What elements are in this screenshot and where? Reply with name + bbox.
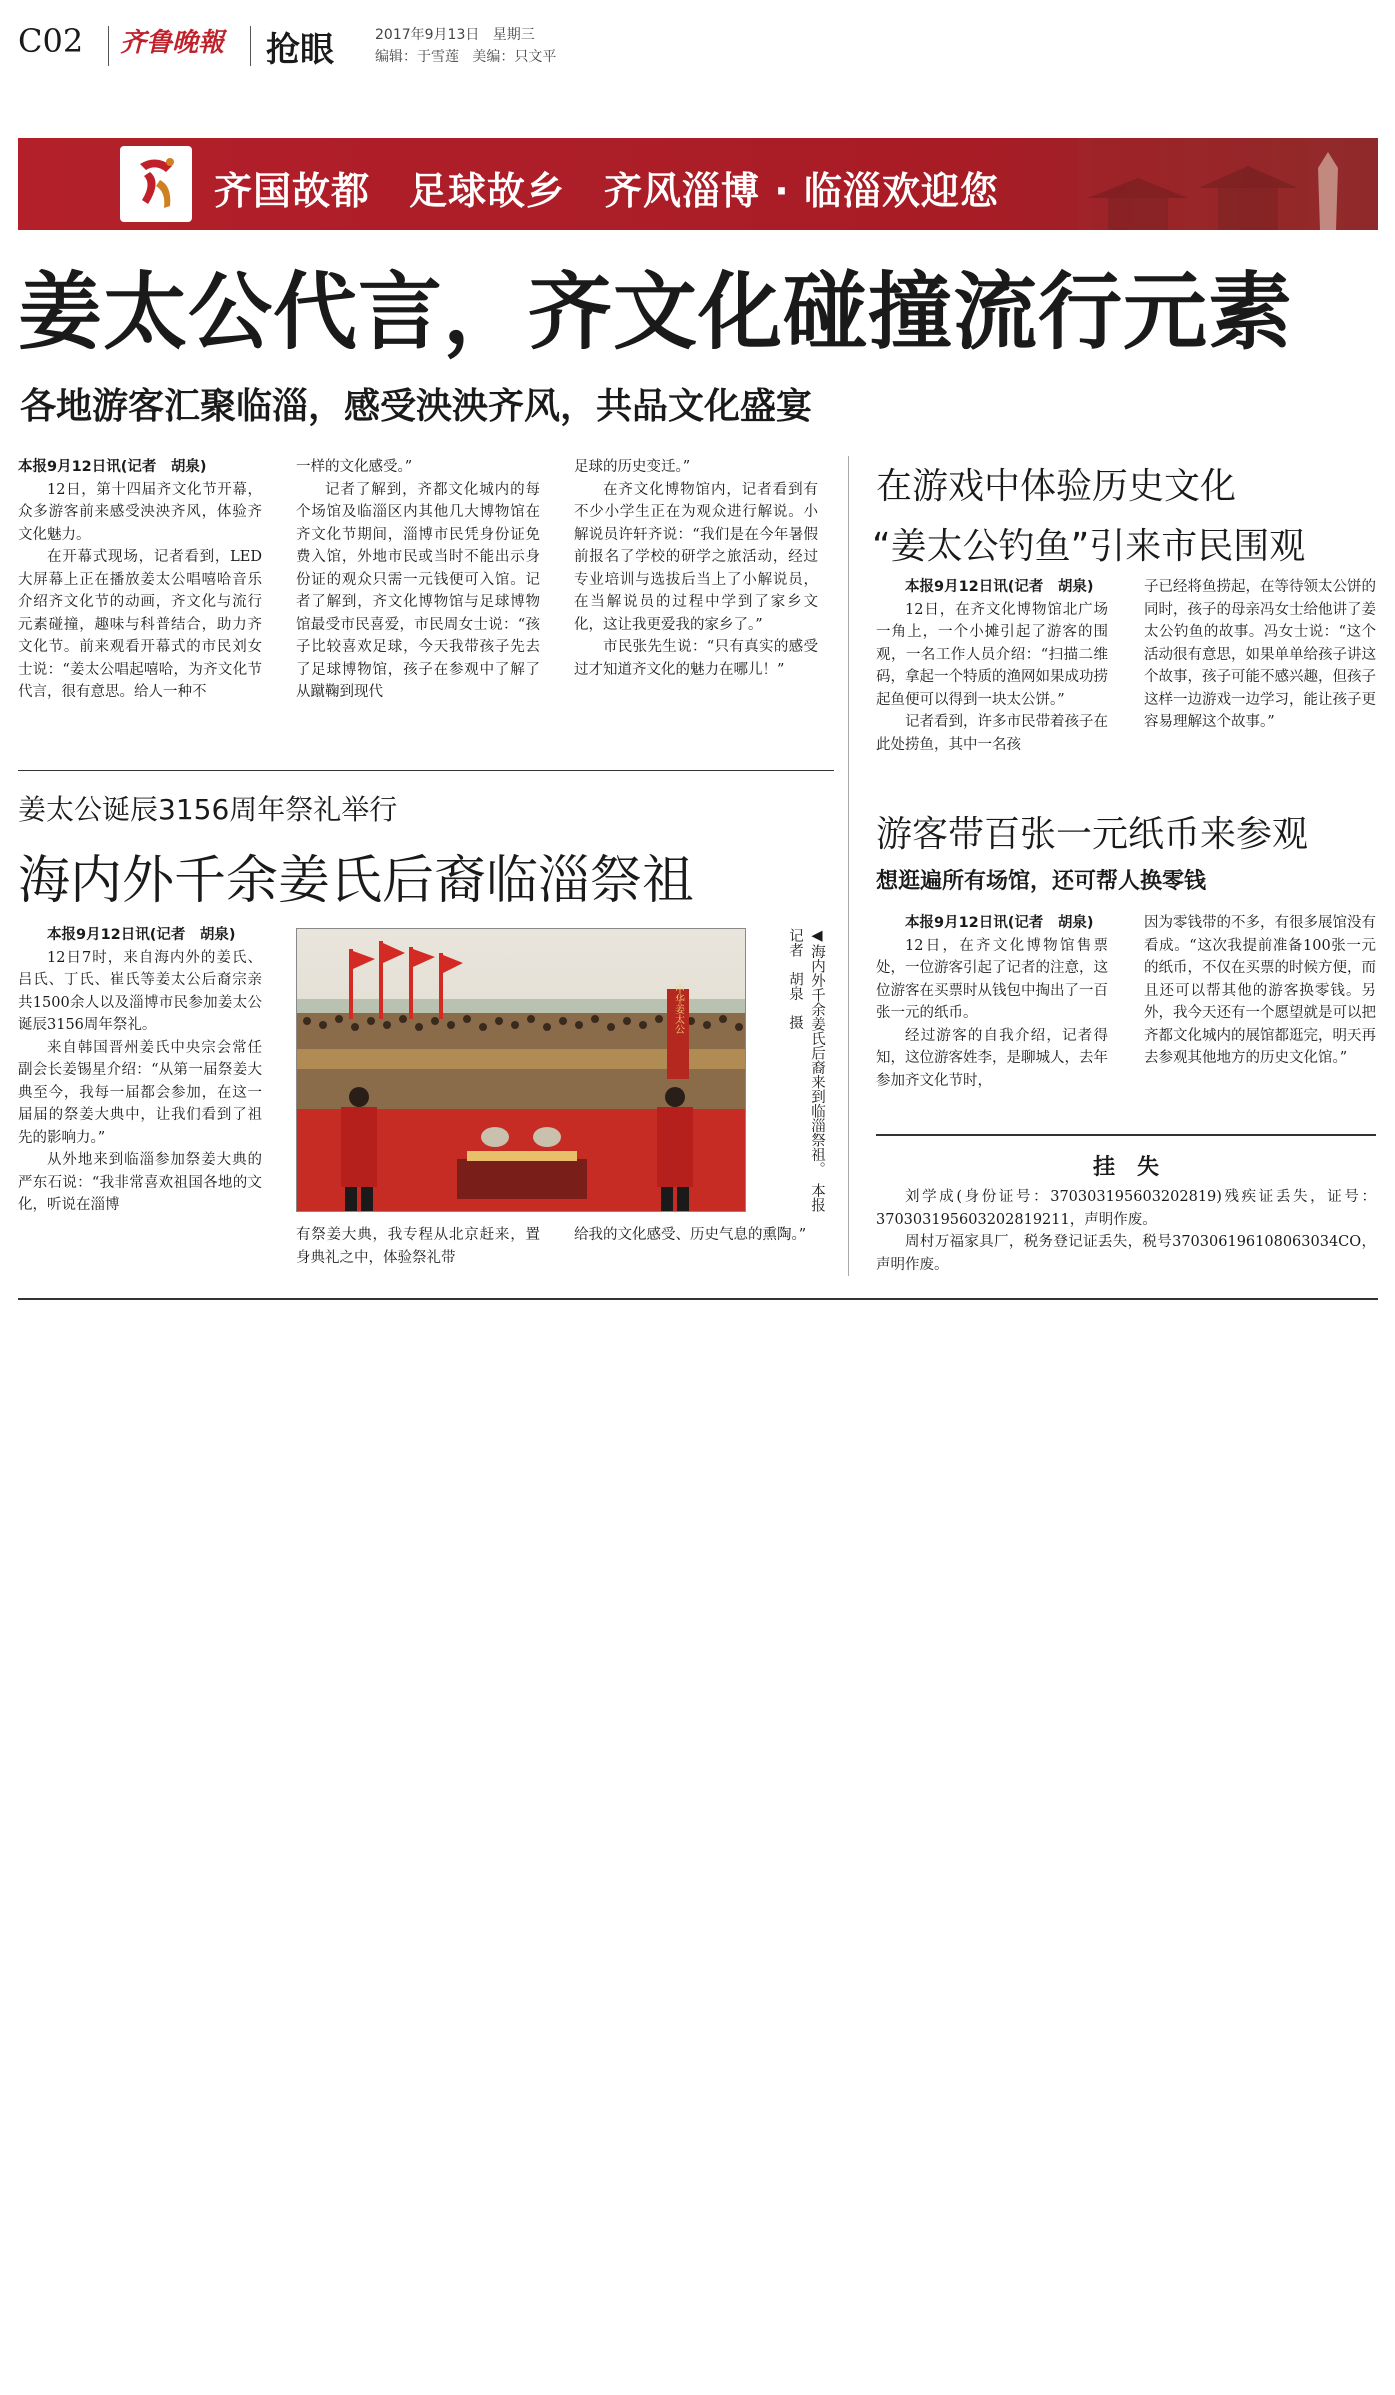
photo-caption: ◀海内外千余姜氏后裔来到临淄祭祖。 本报记者 胡泉 摄 <box>787 928 825 1213</box>
fishing-story-col-2 <box>1144 576 1376 734</box>
ritual-photo <box>296 928 746 1212</box>
paragraph: 12日，第十四届齐文化节开幕，众多游客前来感受泱泱齐风，体验齐文化魅力。 <box>18 481 262 543</box>
paragraph: 给我的文化感受、历史气息的熏陶。” <box>574 1227 807 1243</box>
paragraph: 因为零钱带的不多，有很多展馆没有看成。“这次我提前准备100张一元的纸币，不仅在买票的时候方便，而且还可以帮其他的游客换零钱。另外，我今天还有一个愿望就是可以把齐都文化城内的展馆都逛完，明天再去参观其他地方的历史文化馆。” <box>1144 915 1376 1066</box>
paragraph: 经过游客的自我介绍，记者得知，这位游客姓李，是聊城人，去年参加齐文化节时， <box>876 1027 1108 1089</box>
paragraph: 在齐文化博物馆内，记者看到有不少小学生正在为观众进行解说。小解说员许轩齐说：“我们是在今年暑假前报名了学校的研学之旅活动，经过专业培训与选拔后当上了小解说员，在当解说员的过程中学到了家乡文化，这让我更爱我的家乡了。” <box>574 481 818 633</box>
coins-subheadline: 想逛遍所有场馆，还可帮人换零钱 <box>876 869 1207 894</box>
ritual-byline: 本报9月12日讯(记者 胡泉) <box>47 927 236 943</box>
editor-credits <box>375 46 556 66</box>
page-bottom-rule <box>18 1298 1378 1300</box>
coins-byline: 本报9月12日讯(记者 胡泉) <box>905 915 1094 931</box>
promo-banner <box>18 138 1378 230</box>
coins-story-col-1 <box>876 912 1108 1092</box>
fishing-byline: 本报9月12日讯(记者 胡泉) <box>905 579 1094 595</box>
paragraph: 足球的历史变迁。” <box>574 459 691 475</box>
issue-date <box>375 24 535 44</box>
banner-text: 齐国故都 足球故乡 齐风淄博 · 临淄欢迎您 <box>214 169 999 213</box>
masthead-divider <box>108 26 109 66</box>
main-story-col-3 <box>574 456 818 681</box>
fishing-story-col-1 <box>876 576 1108 756</box>
main-subheadline: 各地游客汇聚临淄，感受泱泱齐风，共品文化盛宴 <box>20 386 813 427</box>
paragraph: 12日，在齐文化博物馆北广场一角上，一个小摊引起了游客的围观，一名工作人员介绍：“扫描二维码，拿起一个特质的渔网如果成功捞起鱼便可以得到一块太公饼。” <box>876 601 1108 708</box>
page-number: C02 <box>18 22 84 60</box>
banner-skyline-decoration <box>1078 138 1378 230</box>
section-divider <box>18 770 834 771</box>
section-name: 抢眼 <box>266 30 334 70</box>
ritual-headline: 海内外千余姜氏后裔临淄祭祖 <box>18 851 695 911</box>
masthead-divider <box>250 26 251 66</box>
column-divider <box>848 456 849 1276</box>
notice-item: 刘学成(身份证号：370303195603202819)残疾证丢失，证号：370303195603202819211，声明作废。 <box>876 1189 1376 1228</box>
coins-headline: 游客带百张一元纸币来参观 <box>876 814 1309 855</box>
date: 2017年9月13日 <box>375 27 480 43</box>
main-byline: 本报9月12日讯(记者 胡泉) <box>18 459 207 475</box>
notice-divider <box>876 1134 1376 1136</box>
qi-logo-icon <box>120 146 192 222</box>
main-headline: 姜太公代言，齐文化碰撞流行元素 <box>18 263 1294 361</box>
paper-name: 齐鲁晚報 <box>120 28 225 58</box>
paragraph: 来自韩国晋州姜氏中央宗会常任副会长姜锡星介绍：“从第一届祭姜大典至今，我每一届都会参加，在这一届届的祭姜大典中，让我们看到了祖先的影响力。” <box>18 1039 262 1146</box>
lost-notice-title: 挂 失 <box>1092 1155 1159 1180</box>
paragraph: 记者看到，许多市民带着孩子在此处捞鱼，其中一名孩 <box>876 714 1108 753</box>
ritual-story-col-1 <box>18 924 262 1217</box>
paragraph: 有祭姜大典，我专程从北京赶来，置身典礼之中，体验祭礼带 <box>296 1227 540 1266</box>
lost-notice-body <box>876 1186 1376 1276</box>
ceremony-banner-text: 中华姜太公 <box>672 984 684 1034</box>
ritual-story-col-3 <box>574 1224 818 1247</box>
fishing-headline-2: “姜太公钓鱼”引来市民围观 <box>872 526 1306 567</box>
paragraph: 12日，在齐文化博物馆售票处，一位游客引起了记者的注意，这位游客在买票时从钱包中掏出了一百张一元的纸币。 <box>876 937 1108 1021</box>
ritual-kicker: 姜太公诞辰3156周年祭礼举行 <box>18 793 398 826</box>
fishing-headline-1: 在游戏中体验历史文化 <box>876 466 1237 507</box>
notice-item: 周村万福家具厂，税务登记证丢失，税号370306196108063034CO，声明作废。 <box>876 1234 1376 1273</box>
weekday: 星期三 <box>492 27 535 43</box>
paragraph: 记者了解到，齐都文化城内的每个场馆及临淄区内其他几大博物馆在齐文化节期间，淄博市民凭身份证免费入馆，外地市民或当时不能出示身份证的观众只需一元钱便可入馆。记者了解到，齐文化博物馆与足球博物馆最受市民喜爱，市民周女士说：“孩子比较喜欢足球，今天我带孩子先去了足球博物馆，孩子在参观中了解了从蹴鞠到现代 <box>296 481 540 700</box>
editor: 编辑：于雪莲 <box>375 49 459 65</box>
paragraph: 一样的文化感受。” <box>296 459 413 475</box>
paragraph: 子已经将鱼捞起，在等待领太公饼的同时，孩子的母亲冯女士给他讲了姜太公钓鱼的故事。冯女士说：“这个活动很有意思，如果单单给孩子讲这个故事，孩子可能不感兴趣，但孩子这样一边游戏一边学习，能让孩子更容易理解这个故事。” <box>1144 579 1376 730</box>
ritual-story-col-2 <box>296 1224 540 1269</box>
ceremony-photo-illustration <box>297 929 745 1211</box>
banner-logo <box>120 146 192 222</box>
paragraph: 在开幕式现场，记者看到，LED大屏幕上正在播放姜太公唱嘻哈音乐介绍齐文化节的动画，齐文化与流行元素碰撞，趣味与科普结合，助力齐文化节。前来观看开幕式的市民刘女士说：“姜太公唱起嘻哈，为齐文化节代言，很有意思。给人一种不 <box>18 549 262 700</box>
designer: 美编：只文平 <box>472 49 557 65</box>
paragraph: 从外地来到临淄参加祭姜大典的严东石说：“我非常喜欢祖国各地的文化，听说在淄博 <box>18 1152 262 1213</box>
paragraph: 12日7时，来自海内外的姜氏、吕氏、丁氏、崔氏等姜太公后裔宗亲共1500余人以及淄博市民参加姜太公诞辰3156周年祭礼。 <box>18 949 262 1033</box>
main-story-col-2 <box>296 456 540 704</box>
coins-story-col-2 <box>1144 912 1376 1070</box>
main-story-col-1 <box>18 456 262 704</box>
paragraph: 市民张先生说：“只有真实的感受过才知道齐文化的魅力在哪儿！” <box>574 639 818 678</box>
